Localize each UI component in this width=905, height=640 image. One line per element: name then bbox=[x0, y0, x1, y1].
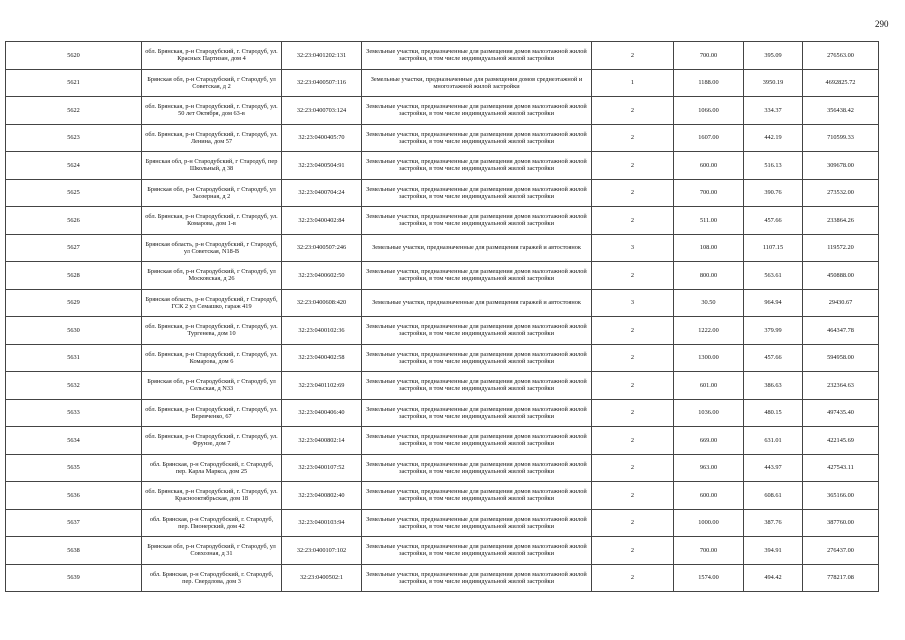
address-cell: Брянская область, р-н Стародубский, г Стародуб, ГСК 2 ул Семашко, гараж 419 bbox=[142, 289, 282, 317]
area-cell: 1036.00 bbox=[674, 399, 744, 427]
row-number: 5626 bbox=[6, 207, 142, 235]
land-use-cell: Земельные участки, предназначенные для размещения домов малоэтажной жилой застройки, в том числе индивидуальной жилой застройки bbox=[362, 97, 592, 125]
cadastral-value-cell: 232364.63 bbox=[803, 372, 879, 400]
cadastral-value-cell: 273532.00 bbox=[803, 179, 879, 207]
cadastral-number-cell: 32:23:0400802:14 bbox=[282, 427, 362, 455]
cadastral-number-cell: 32:23:0400406:40 bbox=[282, 399, 362, 427]
cadastral-value-cell: 427543.11 bbox=[803, 454, 879, 482]
group-cell: 2 bbox=[592, 344, 674, 372]
land-use-cell: Земельные участки, предназначенные для размещения домов малоэтажной жилой застройки, в том числе индивидуальной жилой застройки bbox=[362, 344, 592, 372]
row-number: 5624 bbox=[6, 152, 142, 180]
cadastral-value-cell: 387760.00 bbox=[803, 509, 879, 537]
area-cell: 963.00 bbox=[674, 454, 744, 482]
land-use-cell: Земельные участки, предназначенные для размещения домов малоэтажной жилой застройки, в том числе индивидуальной жилой застройки bbox=[362, 399, 592, 427]
area-cell: 601.00 bbox=[674, 372, 744, 400]
specific-value-cell: 480.15 bbox=[744, 399, 803, 427]
land-use-cell: Земельные участки, предназначенные для размещения домов малоэтажной жилой застройки, в том числе индивидуальной жилой застройки bbox=[362, 372, 592, 400]
cadastral-number-cell: 32:23:0400502:1 bbox=[282, 564, 362, 592]
land-use-cell: Земельные участки, предназначенные для размещения домов малоэтажной жилой застройки, в том числе индивидуальной жилой застройки bbox=[362, 42, 592, 70]
group-cell: 2 bbox=[592, 372, 674, 400]
address-cell: Брянская обл, р-н Стародубский, г Стародуб, ул Советская, д 2 bbox=[142, 69, 282, 97]
address-cell: обл. Брянская, р-н Стародубский, г. Стародуб, ул. Комарова, дом 1-в bbox=[142, 207, 282, 235]
land-use-cell: Земельные участки, предназначенные для размещения гаражей и автостоянок bbox=[362, 289, 592, 317]
table-row bbox=[6, 537, 879, 565]
specific-value-cell: 964.94 bbox=[744, 289, 803, 317]
table-row bbox=[6, 124, 879, 152]
table-row bbox=[6, 97, 879, 125]
area-cell: 600.00 bbox=[674, 482, 744, 510]
group-cell: 2 bbox=[592, 42, 674, 70]
area-cell: 1000.00 bbox=[674, 509, 744, 537]
table-row bbox=[6, 509, 879, 537]
address-cell: Брянская обл, р-н Стародубский, г Стародуб, ул Заозерная, д 2 bbox=[142, 179, 282, 207]
address-cell: обл. Брянская, р-н Стародубский, г. Стародуб, пер. Карла Маркса, дом 25 bbox=[142, 454, 282, 482]
table-row bbox=[6, 372, 879, 400]
land-use-cell: Земельные участки, предназначенные для размещения домов малоэтажной жилой застройки, в том числе индивидуальной жилой застройки bbox=[362, 482, 592, 510]
specific-value-cell: 494.42 bbox=[744, 564, 803, 592]
table-row bbox=[6, 289, 879, 317]
cadastral-value-cell: 309678.00 bbox=[803, 152, 879, 180]
area-cell: 700.00 bbox=[674, 42, 744, 70]
area-cell: 30.50 bbox=[674, 289, 744, 317]
table-row bbox=[6, 317, 879, 345]
address-cell: обл. Брянская, р-н Стародубский, г. Стародуб, ул. Веревченко, 67 bbox=[142, 399, 282, 427]
cadastral-value-cell: 276437.00 bbox=[803, 537, 879, 565]
row-number: 5638 bbox=[6, 537, 142, 565]
cadastral-number-cell: 32:23:0400103:94 bbox=[282, 509, 362, 537]
table-row bbox=[6, 152, 879, 180]
cadastral-value-cell: 365166.00 bbox=[803, 482, 879, 510]
address-cell: обл. Брянская, р-н Стародубский, г. Стародуб, ул. Тургенева, дом 10 bbox=[142, 317, 282, 345]
area-cell: 800.00 bbox=[674, 262, 744, 290]
area-cell: 1066.00 bbox=[674, 97, 744, 125]
row-number: 5631 bbox=[6, 344, 142, 372]
table-row bbox=[6, 482, 879, 510]
specific-value-cell: 395.09 bbox=[744, 42, 803, 70]
specific-value-cell: 516.13 bbox=[744, 152, 803, 180]
area-cell: 108.00 bbox=[674, 234, 744, 262]
cadastral-number-cell: 32:23:0400507:116 bbox=[282, 69, 362, 97]
cadastral-number-cell: 32:23:0401202:131 bbox=[282, 42, 362, 70]
row-number: 5623 bbox=[6, 124, 142, 152]
specific-value-cell: 394.91 bbox=[744, 537, 803, 565]
specific-value-cell: 390.76 bbox=[744, 179, 803, 207]
row-number: 5630 bbox=[6, 317, 142, 345]
land-use-cell: Земельные участки, предназначенные для размещения гаражей и автостоянок bbox=[362, 234, 592, 262]
address-cell: Брянская обл, р-н Стародубский, г Стародуб, ул Совхозная, д 31 bbox=[142, 537, 282, 565]
area-cell: 700.00 bbox=[674, 179, 744, 207]
row-number: 5634 bbox=[6, 427, 142, 455]
cadastral-number-cell: 32:23:0400402:58 bbox=[282, 344, 362, 372]
specific-value-cell: 631.01 bbox=[744, 427, 803, 455]
cadastral-number-cell: 32:23:0401102:69 bbox=[282, 372, 362, 400]
area-cell: 1574.00 bbox=[674, 564, 744, 592]
group-cell: 2 bbox=[592, 179, 674, 207]
land-use-cell: Земельные участки, предназначенные для размещения домов среднеэтажной и многоэтажной жилой застройки bbox=[362, 69, 592, 97]
group-cell: 2 bbox=[592, 537, 674, 565]
row-number: 5637 bbox=[6, 509, 142, 537]
row-number: 5622 bbox=[6, 97, 142, 125]
specific-value-cell: 457.66 bbox=[744, 344, 803, 372]
land-use-cell: Земельные участки, предназначенные для размещения домов малоэтажной жилой застройки, в том числе индивидуальной жилой застройки bbox=[362, 564, 592, 592]
group-cell: 2 bbox=[592, 564, 674, 592]
land-use-cell: Земельные участки, предназначенные для размещения домов малоэтажной жилой застройки, в том числе индивидуальной жилой застройки bbox=[362, 152, 592, 180]
table-row bbox=[6, 179, 879, 207]
address-cell: Брянская обл, р-н Стародубский, г Стародуб, ул Московская, д 26 bbox=[142, 262, 282, 290]
area-cell: 1300.00 bbox=[674, 344, 744, 372]
group-cell: 2 bbox=[592, 509, 674, 537]
group-cell: 3 bbox=[592, 234, 674, 262]
table-row bbox=[6, 262, 879, 290]
cadastral-value-cell: 4692825.72 bbox=[803, 69, 879, 97]
cadastral-value-cell: 464347.78 bbox=[803, 317, 879, 345]
specific-value-cell: 442.19 bbox=[744, 124, 803, 152]
specific-value-cell: 379.99 bbox=[744, 317, 803, 345]
group-cell: 2 bbox=[592, 454, 674, 482]
group-cell: 2 bbox=[592, 97, 674, 125]
row-number: 5636 bbox=[6, 482, 142, 510]
cadastral-number-cell: 32:23:0400102:36 bbox=[282, 317, 362, 345]
group-cell: 1 bbox=[592, 69, 674, 97]
cadastral-number-cell: 32:23:0400402:84 bbox=[282, 207, 362, 235]
address-cell: Брянская обл, р-н Стародубский, г Стародуб, ул Сельская, д N33 bbox=[142, 372, 282, 400]
address-cell: обл. Брянская, р-н Стародубский, г. Стародуб, ул. Ленина, дом 57 bbox=[142, 124, 282, 152]
specific-value-cell: 457.66 bbox=[744, 207, 803, 235]
row-number: 5629 bbox=[6, 289, 142, 317]
specific-value-cell: 443.97 bbox=[744, 454, 803, 482]
row-number: 5639 bbox=[6, 564, 142, 592]
table-row bbox=[6, 42, 879, 70]
table-row bbox=[6, 427, 879, 455]
table-row bbox=[6, 234, 879, 262]
address-cell: обл. Брянская, р-н Стародубский, г. Стародуб, ул. Комарова, дом 6 bbox=[142, 344, 282, 372]
address-cell: обл. Брянская, р-н Стародубский, г. Стародуб, пер. Свердлова, дом 3 bbox=[142, 564, 282, 592]
cadastral-number-cell: 32:23:0400802:40 bbox=[282, 482, 362, 510]
cadastral-number-cell: 32:23:0400507:246 bbox=[282, 234, 362, 262]
cadastral-value-cell: 276563.00 bbox=[803, 42, 879, 70]
group-cell: 2 bbox=[592, 152, 674, 180]
cadastral-value-cell: 422145.69 bbox=[803, 427, 879, 455]
row-number: 5628 bbox=[6, 262, 142, 290]
row-number: 5621 bbox=[6, 69, 142, 97]
table-row bbox=[6, 564, 879, 592]
specific-value-cell: 387.76 bbox=[744, 509, 803, 537]
group-cell: 2 bbox=[592, 262, 674, 290]
area-cell: 669.00 bbox=[674, 427, 744, 455]
land-use-cell: Земельные участки, предназначенные для размещения домов малоэтажной жилой застройки, в том числе индивидуальной жилой застройки bbox=[362, 509, 592, 537]
row-number: 5625 bbox=[6, 179, 142, 207]
cadastral-number-cell: 32:23:0400107:102 bbox=[282, 537, 362, 565]
area-cell: 1222.00 bbox=[674, 317, 744, 345]
group-cell: 3 bbox=[592, 289, 674, 317]
address-cell: обл. Брянская, р-н Стародубский, г. Стародуб, ул. 50 лет Октября, дом 63-в bbox=[142, 97, 282, 125]
land-use-cell: Земельные участки, предназначенные для размещения домов малоэтажной жилой застройки, в том числе индивидуальной жилой застройки bbox=[362, 207, 592, 235]
cadastral-number-cell: 32:23:0400704:24 bbox=[282, 179, 362, 207]
specific-value-cell: 563.61 bbox=[744, 262, 803, 290]
land-use-cell: Земельные участки, предназначенные для размещения домов малоэтажной жилой застройки, в том числе индивидуальной жилой застройки bbox=[362, 317, 592, 345]
table-row bbox=[6, 207, 879, 235]
cadastral-value-cell: 233864.26 bbox=[803, 207, 879, 235]
table-row bbox=[6, 454, 879, 482]
area-cell: 700.00 bbox=[674, 537, 744, 565]
address-cell: обл. Брянская, р-н Стародубский, г. Стародуб, ул. Краснооктябрьская, дом 18 bbox=[142, 482, 282, 510]
specific-value-cell: 334.37 bbox=[744, 97, 803, 125]
land-use-cell: Земельные участки, предназначенные для размещения домов малоэтажной жилой застройки, в том числе индивидуальной жилой застройки bbox=[362, 124, 592, 152]
land-use-cell: Земельные участки, предназначенные для размещения домов малоэтажной жилой застройки, в том числе индивидуальной жилой застройки bbox=[362, 427, 592, 455]
cadastral-value-cell: 778217.08 bbox=[803, 564, 879, 592]
cadastral-number-cell: 32:23:0400405:70 bbox=[282, 124, 362, 152]
row-number: 5632 bbox=[6, 372, 142, 400]
cadastral-number-cell: 32:23:0400107:52 bbox=[282, 454, 362, 482]
specific-value-cell: 608.61 bbox=[744, 482, 803, 510]
specific-value-cell: 386.63 bbox=[744, 372, 803, 400]
group-cell: 2 bbox=[592, 124, 674, 152]
table-row bbox=[6, 399, 879, 427]
specific-value-cell: 1107.15 bbox=[744, 234, 803, 262]
cadastral-value-cell: 29430.67 bbox=[803, 289, 879, 317]
row-number: 5633 bbox=[6, 399, 142, 427]
address-cell: обл. Брянская, р-н Стародубский, г. Стародуб, ул. Красных Партизан, дом 4 bbox=[142, 42, 282, 70]
address-cell: Брянская обл, р-н Стародубский, г Стародуб, пер Школьный, д 38 bbox=[142, 152, 282, 180]
cadastral-value-cell: 497435.40 bbox=[803, 399, 879, 427]
group-cell: 2 bbox=[592, 207, 674, 235]
address-cell: обл. Брянская, р-н Стародубский, г. Стародуб, ул. Фрунзе, дом 7 bbox=[142, 427, 282, 455]
cadastral-number-cell: 32:23:0400703:124 bbox=[282, 97, 362, 125]
row-number: 5620 bbox=[6, 42, 142, 70]
cadastral-value-table bbox=[5, 41, 879, 592]
specific-value-cell: 3950.19 bbox=[744, 69, 803, 97]
group-cell: 2 bbox=[592, 317, 674, 345]
address-cell: обл. Брянская, р-н Стародубский, г. Стародуб, пер. Пионерский, дом 42 bbox=[142, 509, 282, 537]
area-cell: 600.00 bbox=[674, 152, 744, 180]
cadastral-number-cell: 32:23:0400602:50 bbox=[282, 262, 362, 290]
cadastral-value-cell: 710599.33 bbox=[803, 124, 879, 152]
table-row bbox=[6, 69, 879, 97]
land-use-cell: Земельные участки, предназначенные для размещения домов малоэтажной жилой застройки, в том числе индивидуальной жилой застройки bbox=[362, 262, 592, 290]
cadastral-value-cell: 594958.00 bbox=[803, 344, 879, 372]
group-cell: 2 bbox=[592, 399, 674, 427]
cadastral-value-cell: 119572.20 bbox=[803, 234, 879, 262]
cadastral-value-cell: 450888.00 bbox=[803, 262, 879, 290]
row-number: 5627 bbox=[6, 234, 142, 262]
group-cell: 2 bbox=[592, 427, 674, 455]
land-use-cell: Земельные участки, предназначенные для размещения домов малоэтажной жилой застройки, в том числе индивидуальной жилой застройки bbox=[362, 537, 592, 565]
cadastral-number-cell: 32:23:0400608:420 bbox=[282, 289, 362, 317]
cadastral-number-cell: 32:23:0400504:91 bbox=[282, 152, 362, 180]
page-number: 290 bbox=[875, 19, 889, 29]
group-cell: 2 bbox=[592, 482, 674, 510]
table-row bbox=[6, 344, 879, 372]
address-cell: Брянская область, р-н Стародубский, г Стародуб, ул Советская, N18-В bbox=[142, 234, 282, 262]
land-use-cell: Земельные участки, предназначенные для размещения домов малоэтажной жилой застройки, в том числе индивидуальной жилой застройки bbox=[362, 179, 592, 207]
area-cell: 511.00 bbox=[674, 207, 744, 235]
land-use-cell: Земельные участки, предназначенные для размещения домов малоэтажной жилой застройки, в том числе индивидуальной жилой застройки bbox=[362, 454, 592, 482]
area-cell: 1607.00 bbox=[674, 124, 744, 152]
cadastral-value-cell: 356438.42 bbox=[803, 97, 879, 125]
row-number: 5635 bbox=[6, 454, 142, 482]
area-cell: 1188.00 bbox=[674, 69, 744, 97]
